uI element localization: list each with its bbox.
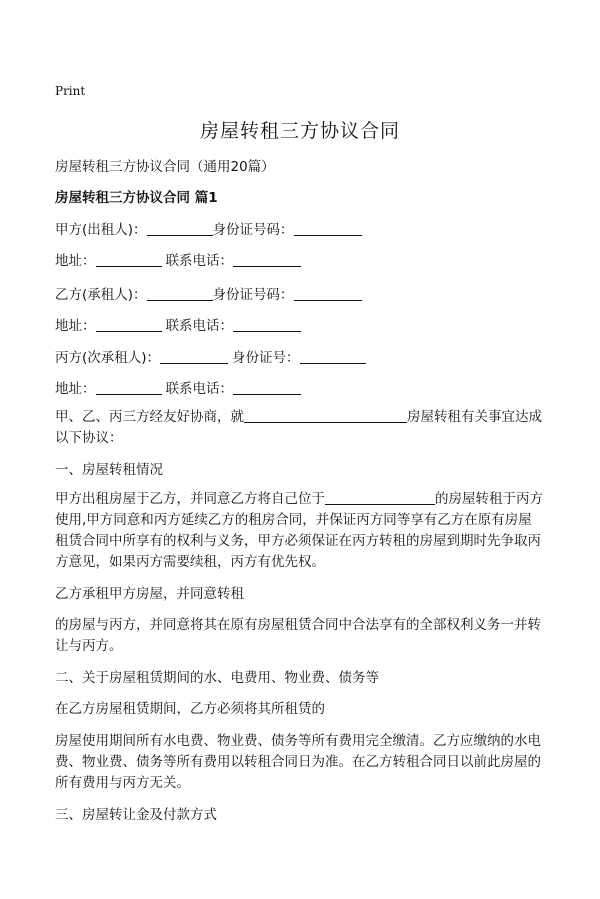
party-c-row <box>55 346 366 366</box>
address-a-blank[interactable] <box>96 252 162 267</box>
party-c-id-blank[interactable] <box>300 349 366 364</box>
party-a-row <box>55 218 362 238</box>
phone-c-blank[interactable] <box>233 380 301 395</box>
sec1-text-b: 的房屋转租于丙方 <box>435 491 543 507</box>
section-heading: 房屋转租三方协议合同 篇1 <box>55 190 218 206</box>
document-title: 房屋转租三方协议合同 <box>199 120 400 142</box>
phone-label: 联系电话： <box>165 253 233 269</box>
address-row-b <box>55 314 301 334</box>
sec1-p1-line: 方意见，如果丙方需要续租，丙方有优先权。 <box>55 554 325 570</box>
party-b-row <box>55 283 362 303</box>
address-label: 地址： <box>55 253 96 269</box>
print-label[interactable]: Print <box>55 84 86 98</box>
sec1-p1-line: 使用,甲方同意和丙方延续乙方的租房合同，并保证丙方同等享有乙方在原有房屋 <box>55 512 532 528</box>
agreement-intro-text: 甲、乙、丙三方经友好协商，就 <box>55 409 244 425</box>
section-1-title: 一、房屋转租情况 <box>55 462 163 478</box>
party-b-label: 乙方(承租人)： <box>55 287 147 303</box>
party-a-id-blank[interactable] <box>294 221 362 236</box>
document-subtitle: 房屋转租三方协议合同（通用20篇） <box>55 159 275 175</box>
party-c-name-blank[interactable] <box>160 349 228 364</box>
agreement-intro-cont: 以下协议： <box>55 430 123 446</box>
sec2-p1: 在乙方房屋租赁期间，乙方必须将其所租赁的 <box>55 701 325 717</box>
agreement-intro-end: 房屋转租有关事宜达成 <box>407 409 542 425</box>
sec1-p3-line: 让与丙方。 <box>55 638 123 654</box>
sec1-location-blank[interactable] <box>325 490 435 505</box>
address-c-blank[interactable] <box>96 380 162 395</box>
phone-label: 联系电话： <box>165 381 233 397</box>
sec2-p2-line: 费、物业费、债务等所有费用以转租合同日为准。在乙方转租合同日以前此房屋的 <box>55 754 541 770</box>
agreement-intro <box>55 405 542 425</box>
section-1-p1-first <box>55 487 543 507</box>
id-label-c: 身份证号： <box>232 350 300 366</box>
party-b-name-blank[interactable] <box>147 286 213 301</box>
section-3-title: 三、房屋转让金及付款方式 <box>55 807 217 823</box>
phone-a-blank[interactable] <box>233 252 301 267</box>
id-label-b: 身份证号码： <box>212 287 294 303</box>
sec1-text-a: 甲方出租房屋于乙方，并同意乙方将自己位于 <box>55 491 325 507</box>
section-2-title: 二、关于房屋租赁期间的水、电费用、物业费、债务等 <box>55 670 379 686</box>
phone-label: 联系电话： <box>165 318 233 334</box>
sec1-p1-line: 租赁合同中所享有的权利与义务，甲方必须保证在丙方转租的房屋到期时先争取丙 <box>55 533 541 549</box>
address-label: 地址： <box>55 381 96 397</box>
sec1-p2: 乙方承租甲方房屋，并同意转租 <box>55 586 244 602</box>
address-label: 地址： <box>55 318 96 334</box>
address-row-c <box>55 377 301 397</box>
address-row-a <box>55 249 301 269</box>
party-c-label: 丙方(次承租人)： <box>55 350 161 366</box>
sec1-p3-line: 的房屋与丙方，并同意将其在原有房屋租赁合同中合法享有的全部权利义务一并转 <box>55 617 541 633</box>
party-a-name-blank[interactable] <box>147 221 213 236</box>
property-location-blank[interactable] <box>244 408 407 423</box>
phone-b-blank[interactable] <box>233 317 301 332</box>
address-b-blank[interactable] <box>96 317 162 332</box>
party-a-label: 甲方(出租人)： <box>55 222 147 238</box>
sec2-p2-line: 所有费用与丙方无关。 <box>55 775 190 791</box>
id-label-a: 身份证号码： <box>212 222 294 238</box>
sec2-p2-line: 房屋使用期间所有水电费、物业费、债务等所有费用完全缴清。乙方应缴纳的水电 <box>55 733 541 749</box>
party-b-id-blank[interactable] <box>294 286 362 301</box>
